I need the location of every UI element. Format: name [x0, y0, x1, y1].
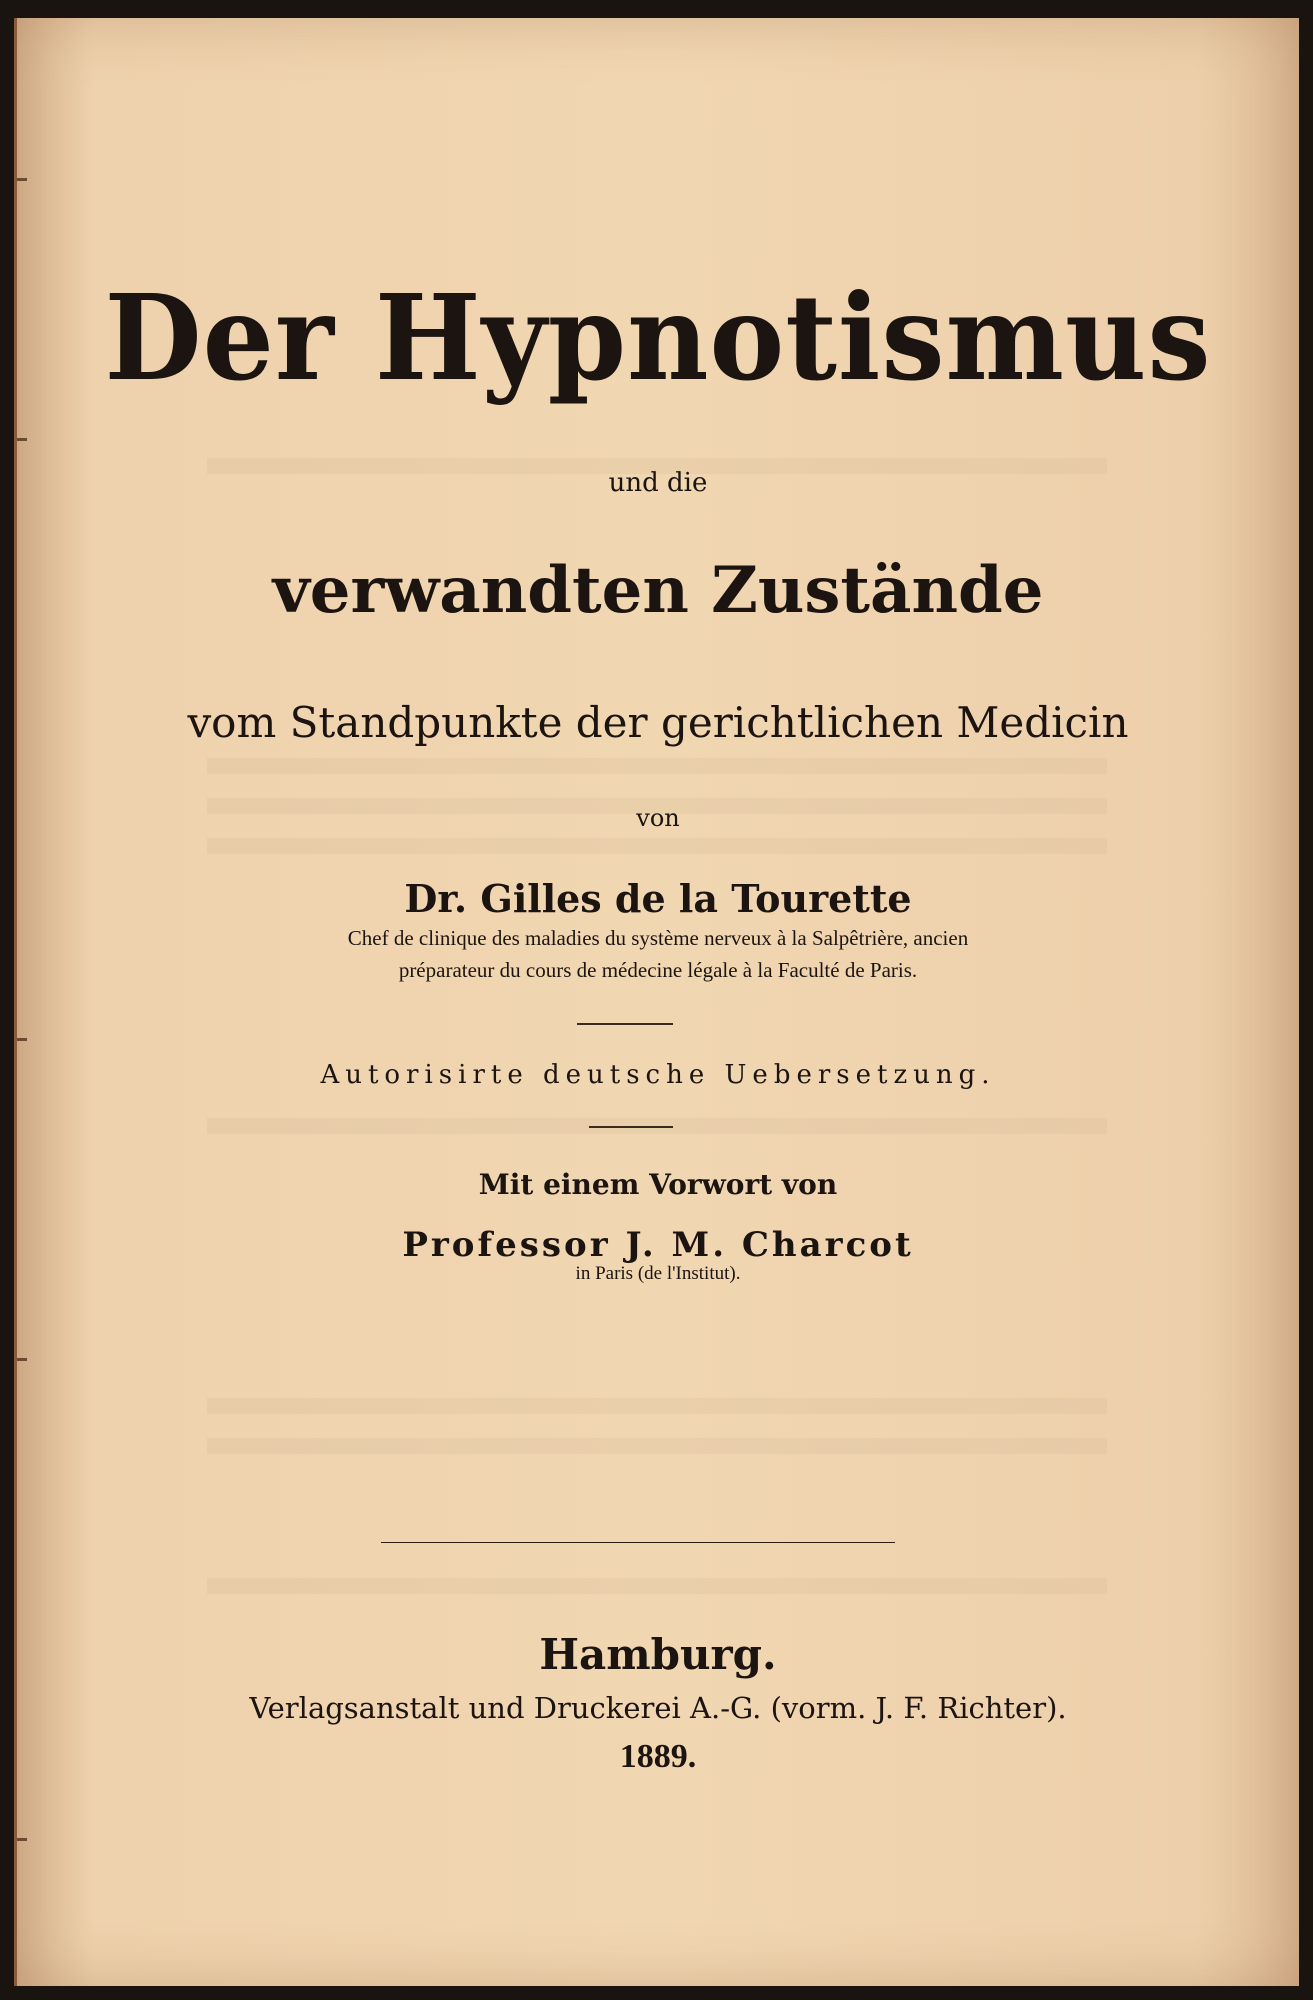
book-page — [14, 18, 1299, 1986]
show-through-shading — [207, 758, 1107, 774]
foreword-author-location: in Paris (de l'Institut). — [575, 1263, 741, 1284]
binding-mark — [17, 178, 27, 181]
foreword-author: Professor J. M. Charcot — [402, 1225, 914, 1265]
title-connector: und die — [608, 468, 708, 498]
publication-year: 1889. — [619, 1738, 697, 1775]
binding-mark — [17, 438, 27, 441]
author-affiliation-line-2: préparateur du cours de médecine légale à la Faculté de Paris. — [398, 958, 918, 982]
book-subtitle: verwandten Zustände — [272, 553, 1044, 628]
author-name: Dr. Gilles de la Tourette — [404, 876, 912, 921]
show-through-shading — [207, 1398, 1107, 1414]
binding-mark — [17, 1838, 27, 1841]
binding-mark — [17, 1038, 27, 1041]
author-affiliation-line-1: Chef de clinique des maladies du système nerveux à la Salpêtrière, ancien — [347, 926, 969, 950]
publisher-name: Verlagsanstalt und Druckerei A.-G. (vorm. J. F. Richter). — [249, 1691, 1067, 1725]
book-subtitle-secondary: vom Standpunkte der gerichtlichen Medicin — [187, 698, 1129, 747]
binding-mark — [17, 1358, 27, 1361]
imprint-rule — [381, 1542, 895, 1543]
publication-place: Hamburg. — [539, 1630, 777, 1679]
show-through-shading — [207, 1438, 1107, 1454]
show-through-shading — [207, 1578, 1107, 1594]
translation-note: Autorisirte deutsche Uebersetzung. — [320, 1060, 996, 1090]
separator-rule — [577, 1023, 673, 1025]
by-label: von — [636, 804, 680, 832]
book-title: Der Hypnotismus — [104, 269, 1212, 408]
show-through-shading — [207, 838, 1107, 854]
foreword-note: Mit einem Vorwort von — [478, 1168, 838, 1201]
separator-rule — [589, 1126, 673, 1128]
